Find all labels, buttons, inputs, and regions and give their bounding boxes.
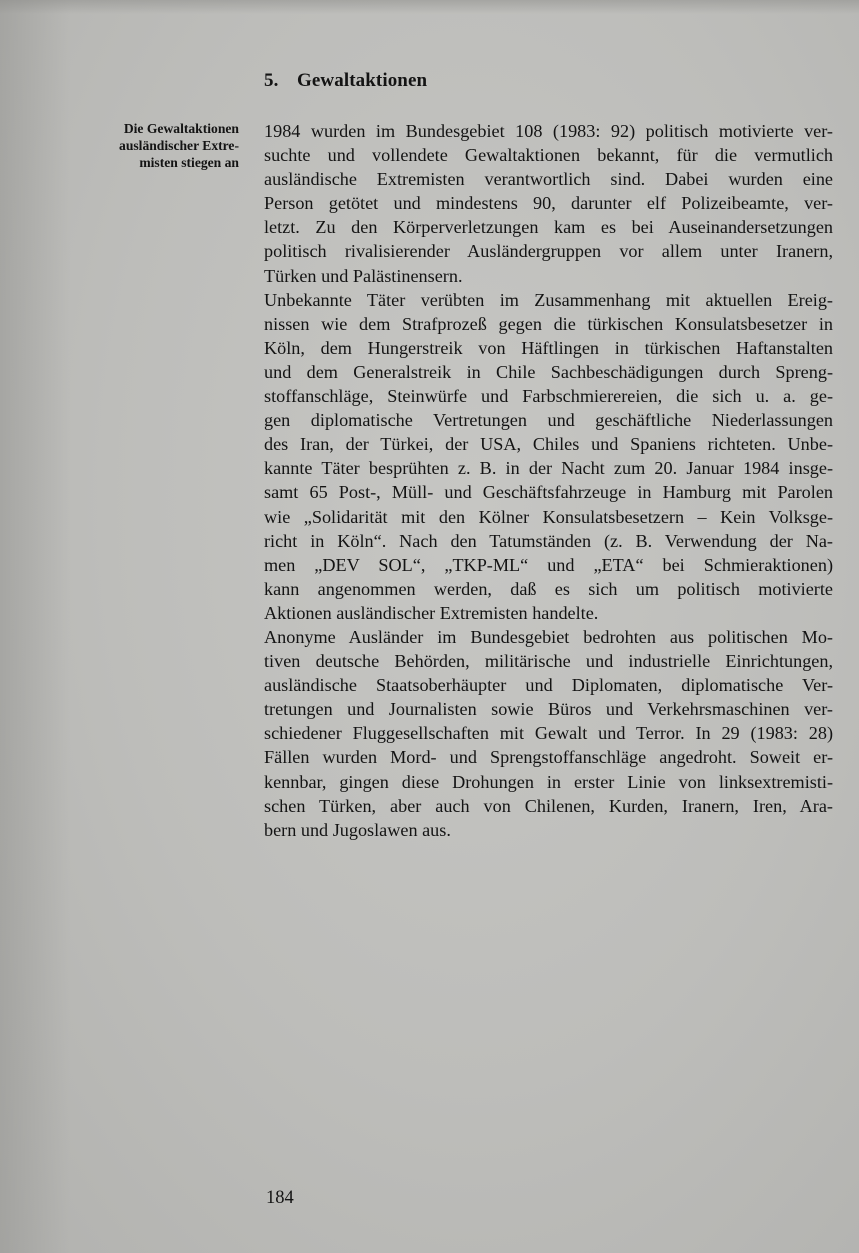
text-line: kannte Täter besprühten z. B. in der Nacht zum 20. Januar 1984 insge- (264, 458, 833, 479)
text-line: Person getötet und mindestens 90, darunter elf Polizeibeamte, ver- (264, 193, 833, 214)
text-line: samt 65 Post-, Müll- und Geschäftsfahrzeuge in Hamburg mit Parolen (264, 482, 833, 503)
text-line: ausländische Extremisten verantwortlich sind. Dabei wurden eine (264, 169, 833, 190)
text-line: Aktionen ausländischer Extremisten handelte. (264, 602, 599, 623)
text-line: tiven deutsche Behörden, militärische und industrielle Einrichtungen, (264, 651, 833, 672)
text-line: politisch rivalisierender Ausländergruppen vor allem unter Iranern, (264, 241, 833, 262)
text-line: Köln, dem Hungerstreik von Häftlingen in türkischen Haftanstalten (264, 337, 833, 358)
text-line: kennbar, gingen diese Drohungen in erster Linie von linksextremisti- (264, 771, 833, 792)
text-line: richt in Köln“. Nach den Tatumständen (z. B. Verwendung der Na- (264, 530, 833, 551)
text-line: Anonyme Ausländer im Bundesgebiet bedrohten aus politischen Mo- (264, 626, 833, 647)
text-line: und dem Generalstreik in Chile Sachbeschädigungen durch Spreng- (264, 361, 833, 382)
text-line: des Iran, der Türkei, der USA, Chiles und Spaniens richteten. Unbe- (264, 434, 833, 455)
body-text (264, 119, 833, 842)
text-line: kann angenommen werden, daß es sich um politisch motivierte (264, 578, 833, 599)
margin-note-line: Die Gewaltaktionen (123, 121, 239, 136)
section-heading (264, 70, 427, 92)
text-line: schiedener Fluggesellschaften mit Gewalt und Terror. In 29 (1983: 28) (264, 723, 833, 744)
paragraph-1 (264, 119, 833, 288)
text-line: Unbekannte Täter verübten im Zusammenhang mit aktuellen Ereig- (264, 289, 833, 310)
margin-note-line: ausländischer Extre- (119, 138, 239, 153)
margin-note (84, 120, 239, 171)
text-line: bern und Jugoslawen aus. (264, 819, 451, 840)
text-line: 1984 wurden im Bundesgebiet 108 (1983: 92) politisch motivierte ver- (264, 121, 833, 141)
text-line: nissen wie dem Strafprozeß gegen die türkischen Konsulatsbesetzer in (264, 313, 833, 334)
text-line: Fällen wurden Mord- und Sprengstoffanschläge angedroht. Soweit er- (264, 747, 833, 768)
section-number: 5. (264, 70, 279, 91)
text-line: men „DEV SOL“, „TKP-ML“ und „ETA“ bei Schmieraktionen) (264, 554, 833, 575)
text-line: Türken und Palästinensern. (264, 265, 463, 286)
text-line: schen Türken, aber auch von Chilenen, Kurden, Iranern, Iren, Ara- (264, 795, 833, 816)
margin-note-line: misten stiegen an (139, 155, 239, 170)
page-number: 184 (266, 1188, 294, 1208)
text-line: letzt. Zu den Körperverletzungen kam es bei Auseinandersetzungen (264, 217, 833, 238)
text-line: gen diplomatische Vertretungen und geschäftliche Niederlassungen (264, 410, 833, 431)
text-line: ausländische Staatsoberhäupter und Diplomaten, diplomatische Ver- (264, 675, 833, 696)
paragraph-2 (264, 288, 833, 625)
paragraph-3 (264, 625, 833, 842)
text-line: suchte und vollendete Gewaltaktionen bekannt, für die vermutlich (264, 145, 833, 166)
text-line: wie „Solidarität mit den Kölner Konsulatsbesetzern – Kein Volksge- (264, 506, 833, 527)
text-line: tretungen und Journalisten sowie Büros und Verkehrsmaschinen ver- (264, 699, 833, 720)
section-title: Gewaltaktionen (297, 70, 428, 91)
text-line: stoffanschläge, Steinwürfe und Farbschmierereien, die sich u. a. ge- (264, 386, 833, 407)
